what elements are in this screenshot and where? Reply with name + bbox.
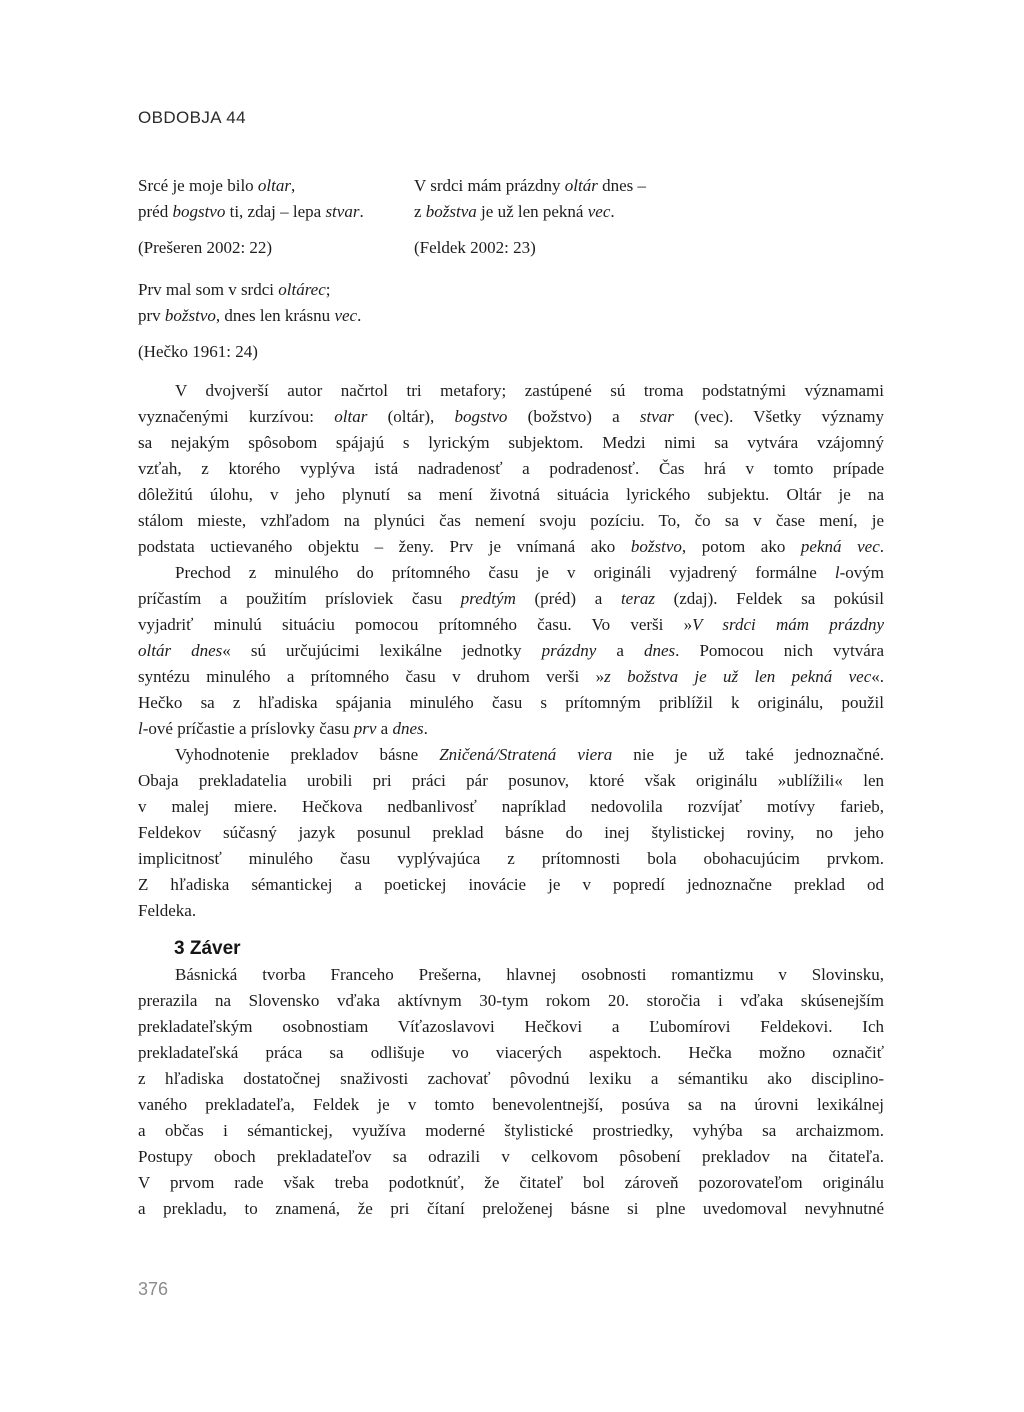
citation-feldek: (Feldek 2002: 23) (414, 238, 536, 257)
verse-lines-feldek: V srdci mám prázdny oltár dnes – z božstva je už len pekná vec. (414, 176, 646, 221)
paragraph-translation-evaluation: Vyhodnotenie prekladov básne Zničená/Stratená viera nie je už také jednoznačné. Obaja prekladatelia urobili pri práci pár posunov, ktoré však originálu »ublížili« len v malej miere. Hečkova nedbanlivosť napríklad nedovolila rozvíjať motívy farieb, Feldekov súčasný jazyk posunul preklad básne do inej štylistickej roviny, no jeho implicitnosť minulého času vyplývajúca z prítomnosti bola obohacujúcim prvkom. Z hľadiska sémantickej a poetickej inovácie je v popredí jednoznačne preklad od Feldeka. (138, 745, 884, 920)
verse-lines-hecko: Prv mal som v srdci oltárec; prv božstvo, dnes len krásnu vec. (138, 280, 362, 325)
verse-quotes-row-1 (138, 173, 884, 261)
verse-quote-hecko (138, 277, 414, 365)
text-column (138, 108, 884, 1222)
page-number: 376 (138, 1279, 169, 1299)
verse-lines-preseren: Srcé je moje bilo oltar, préd bogstvo ti, zdaj – lepa stvar. (138, 176, 364, 221)
section-heading-zaver: 3 Záver (174, 938, 241, 959)
running-header: OBDOBJA 44 (138, 108, 246, 127)
verse-quotes-row-2 (138, 277, 884, 365)
paragraph-tense-transition: Prechod z minulého do prítomného času je v origináli vyjadrený formálne l-ovým príčastím a použitím prísloviek času predtým (préd) a teraz (zdaj). Feldek sa pokúsil vyjadriť minulú situáciu pomocou prítomného času. Vo verši »V srdci mám prázdny oltár dnes« sú určujúcimi lexikálne jednotky prázdny a dnes. Pomocou nich vytvára syntézu minulého a prítomného času v druhom verši »z božstva je už len pekná vec«. Hečko sa z hľadiska spájania minulého času s prítomným priblížil k originálu, použil l-ové príčastie a príslovky času prv a dnes. (138, 563, 885, 738)
paragraph-metaphors: V dvojverší autor načrtol tri metafory; zastúpené sú troma podstatnými významami vyznačenými kurzívou: oltar (oltár), bogstvo (božstvo) a stvar (vec). Všetky významy sa nejakým spôsobom spájajú s lyrickým subjektom. Medzi nimi sa vytvára vzájomný vzťah, z ktorého vyplýva istá nadradenosť a podradenosť. Čas hrá v tomto prípade dôležitú úlohu, v jeho plynutí sa mení životná situácia lyrického subjektu. Oltár je na stálom mieste, vzhľadom na plynúci čas nemení svoju pozíciu. To, čo sa v čase mení, je podstata uctievaného objektu – ženy. Prv je vnímaná ako božstvo, potom ako pekná vec. (138, 381, 884, 556)
body-text (138, 378, 884, 1222)
citation-hecko: (Hečko 1961: 24) (138, 342, 258, 361)
paragraph-conclusion: Básnická tvorba Franceho Prešerna, hlavnej osobnosti romantizmu v Slovinsku, prerazila na Slovensko vďaka aktívnym 30-tym rokom 20. storočia i vďaka skúsenejším prekladateľským osobnostiam Víťazoslavovi Hečkovi a Ľubomírovi Feldekovi. Ich prekladateľská práca sa odlišuje vo viacerých aspektoch. Hečka možno označiť z hľadiska dostatočnej snaživosti zachovať pôvodnú lexiku a sémantiku ako disciplino- vaného prekladateľa, Feldek je v tomto benevolentnejší, posúva sa na úrovni lexikálnej a občas i sémantickej, využíva moderné štylistické prostriedky, vyhýba sa archaizmom. Postupy oboch prekladateľov sa odrazili v celkovom pôsobení prekladov na čitateľa. V prvom rade však treba podotknúť, že čitateľ bol zároveň pozorovateľom originálu a prekladu, to znamená, že pri čítaní preloženej básne si plne uvedomoval nevyhnutné (138, 965, 884, 1218)
citation-preseren: (Prešeren 2002: 22) (138, 238, 273, 257)
verse-quote-preseren (138, 173, 414, 261)
verse-quote-feldek (414, 173, 884, 261)
